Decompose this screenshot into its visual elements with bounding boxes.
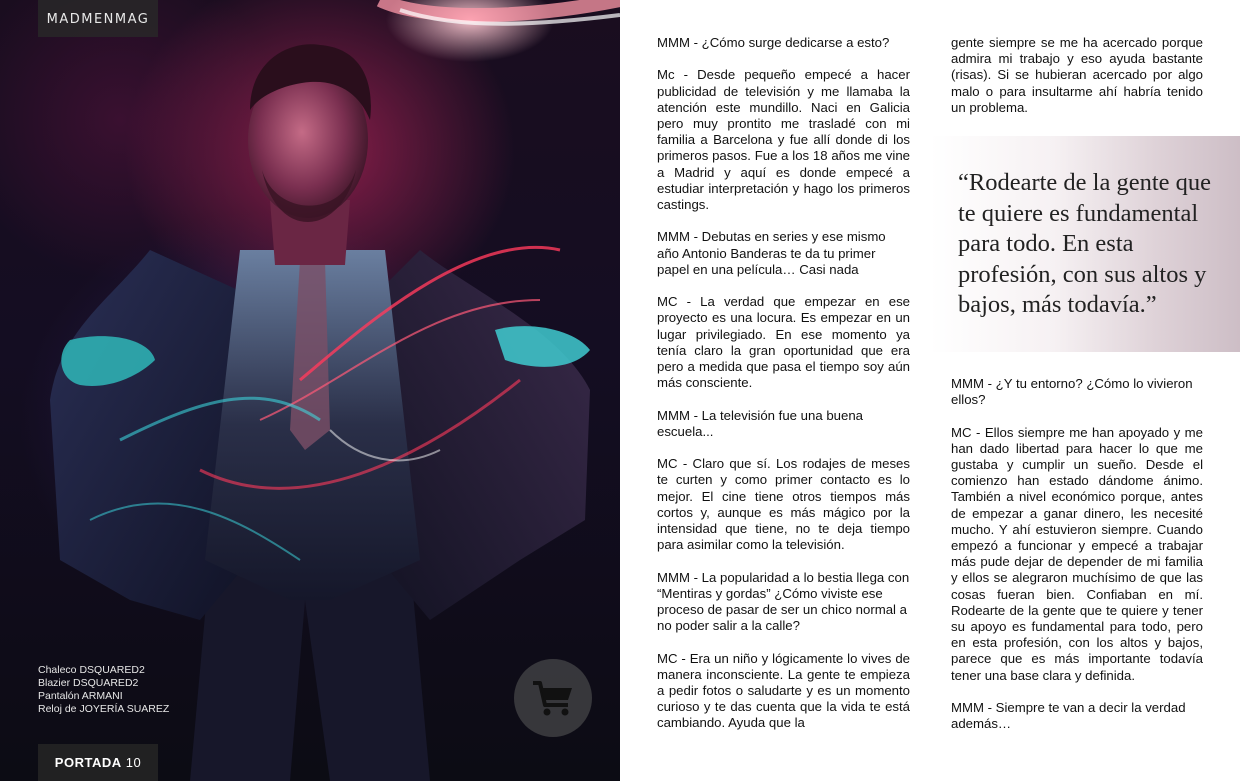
credit-line: Blazier DSQUARED2 [38,677,139,689]
interview-question: MMM - ¿Cómo surge dedicarse a esto? [657,35,890,50]
section-label: PORTADA [54,755,122,770]
interview-answer-continued: gente siempre se me ha acercado porque admira mi trabajo y eso ayuda bastante (risas). Si se hubieran acercado por algo malo o para insultarme ahí habría tenido un problema. [951,35,1203,115]
article-column-2-top [951,35,1203,132]
article-column-2 [951,376,1203,749]
magazine-brand: MADMENMAG [38,0,158,37]
credit-line: Chaleco DSQUARED2 [38,664,145,676]
wardrobe-credits [38,664,169,716]
page-number: 10 [125,755,142,770]
credit-line: Pantalón ARMANI [38,690,123,702]
interview-question: MMM - La popularidad a lo bestia llega con “Mentiras y gordas” ¿Cómo viviste ese proceso de pasar de ser un chico normal a no poder salir a la calle? [657,569,910,634]
interview-answer: MC - Era un niño y lógicamente lo vives de manera inconsciente. La gente te empieza a pedir fotos o saludarte y es un momento curioso y te das cuenta que la vida te está cambiando. Ayuda que la [657,650,910,731]
credit-line: Reloj de JOYERÍA SUAREZ [38,703,170,715]
shop-cart-button[interactable] [514,659,592,737]
pullquote: “Rodearte de la gente que te quiere es fundamental para todo. En esta profesión, con sus altos y bajos, más todavía.” [958,169,1212,318]
interview-answer: MC - La verdad que empezar en ese proyecto es una locura. Es empezar en un lugar privilegiado. En ese momento ya tenía claro la gran oportunidad que era pero a medida que pasa el tiempo soy aún más consciente. [657,294,910,391]
interview-question: MMM - Siempre te van a decir la verdad además… [951,700,1186,732]
interview-answer: MC - Claro que sí. Los rodajes de meses te curten y como primer contacto es lo mejor. El cine tiene otros tiempos más cortos y, aunque es más mágico por la intensidad que tiene, no te deja tiempo para asimilar como la televisión. [657,456,910,553]
shopping-cart-icon [531,678,575,718]
interview-answer: MC - Ellos siempre me han apoyado y me han dado libertad para hacer lo que me gustaba y cumplir un sueño. Desde el comienzo han estado dándome ánimo. También a nivel económico porque, antes de empezar a ganar dinero, les necesité mucho. Y ahí estuvieron siempre. Cuando empezó a funcionar y empecé a trabajar más pude dejar de depender de mi familia y ellos se alegraron muchísimo de que las cosas fueran bien. Confiaban en mí. Rodearte de la gente que te quiere y tener su apoyo es fundamental para todo, pero en esta profesión, con los altos y bajos, parece que es más importante todavía tener una base clara y definida. [951,424,1203,683]
section-footer [38,744,158,781]
article-column-1 [657,35,910,748]
interview-question: MMM - ¿Y tu entorno? ¿Cómo lo vivieron ellos? [951,376,1193,408]
interview-question: MMM - Debutas en series y ese mismo año Antonio Banderas te da tu primer papel en una película… Casi nada [657,229,886,277]
interview-answer: Mc - Desde pequeño empecé a hacer publicidad de televisión y me llamaba la atención este mundillo. Naci en Galicia pero muy prontito me trasladé con mi familia a Barcelona y fue allí donde di los primeros pasos. Fue a los 18 años me vine a Madrid y aquí es donde empecé a estudiar interpretación y hago los primeros castings. [657,67,910,213]
interview-question: MMM - La televisión fue una buena escuela... [657,407,863,439]
